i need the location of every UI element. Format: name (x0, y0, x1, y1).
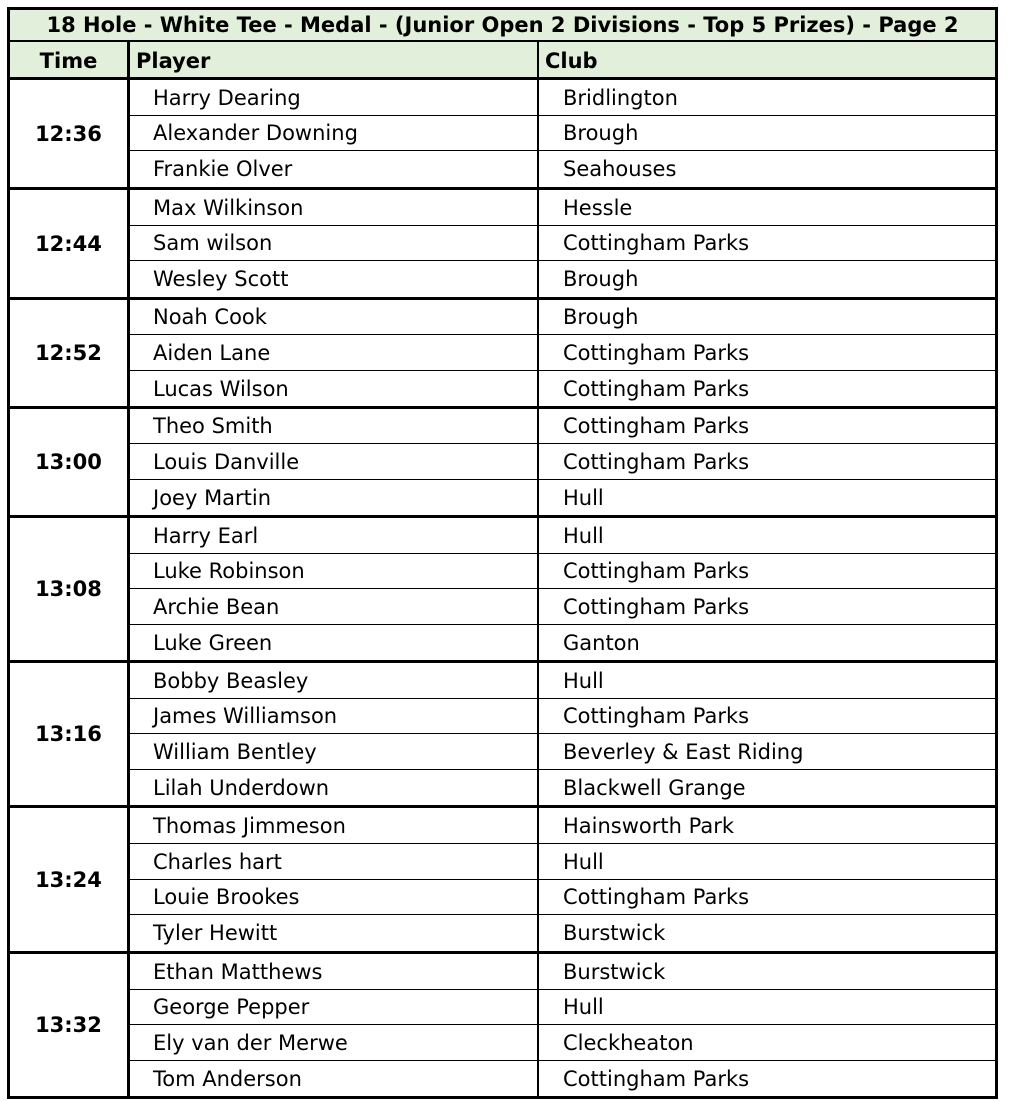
player-name: Lilah Underdown (130, 770, 539, 805)
player-club: Cottingham Parks (563, 414, 750, 438)
player-name: Max Wilkinson (130, 190, 539, 225)
player-club: Cottingham Parks (563, 340, 750, 365)
player-name: Frankie Olver (130, 151, 539, 187)
player-name: Wesley Scott (130, 261, 539, 297)
player-row (130, 480, 995, 515)
player-row (130, 300, 995, 335)
tee-time: 13:32 (10, 954, 130, 1096)
tee-group (7, 300, 998, 409)
player-name: Ethan Matthews (130, 954, 539, 989)
player-name: Alexander Downing (130, 116, 539, 150)
player-row (130, 335, 995, 371)
player-club: Cottingham Parks (563, 885, 750, 909)
player-row (130, 444, 995, 480)
player-club: Hull (563, 668, 604, 693)
player-row (130, 589, 995, 625)
player-name: Thomas Jimmeson (130, 808, 539, 843)
player-row (130, 954, 995, 990)
player-name: Harry Dearing (130, 80, 539, 115)
player-name: Aiden Lane (130, 335, 539, 370)
tee-time: 13:00 (10, 409, 130, 515)
player-row (130, 226, 995, 261)
player-club: Burstwick (563, 921, 666, 945)
tee-group (7, 663, 998, 808)
tee-time: 13:08 (10, 518, 130, 660)
player-name: Noah Cook (130, 300, 539, 334)
player-club: Cottingham Parks (563, 449, 750, 474)
player-club: Brough (563, 121, 639, 145)
player-row (130, 699, 995, 734)
player-name: Joey Martin (130, 480, 539, 515)
player-name: William Bentley (130, 734, 539, 769)
player-club: Hessle (563, 195, 633, 220)
player-club: Cottingham Parks (563, 594, 750, 619)
player-row (130, 663, 995, 699)
player-name: Tyler Hewitt (130, 915, 539, 951)
player-club: Cottingham Parks (563, 376, 750, 401)
player-name: Theo Smith (130, 409, 539, 443)
player-row (130, 844, 995, 880)
player-club: Seahouses (563, 157, 677, 181)
player-name: George Pepper (130, 990, 539, 1024)
player-name: Sam wilson (130, 226, 539, 260)
player-row (130, 990, 995, 1025)
player-name: Luke Green (130, 625, 539, 660)
player-row (130, 409, 995, 444)
player-name: Bobby Beasley (130, 663, 539, 698)
player-club: Hainsworth Park (563, 813, 735, 838)
player-club: Hull (563, 485, 604, 510)
player-row (130, 116, 995, 151)
player-row (130, 1061, 995, 1096)
player-club: Cleckheaton (563, 1030, 694, 1055)
tee-group (7, 80, 998, 190)
column-header-club: Club (539, 41, 998, 80)
player-club: Bridlington (563, 85, 678, 110)
tee-time: 13:24 (10, 808, 130, 951)
player-name: James Williamson (130, 699, 539, 733)
player-name: Louie Brookes (130, 880, 539, 914)
player-club: Ganton (563, 630, 640, 655)
player-name: Luke Robinson (130, 554, 539, 588)
column-header-player: Player (130, 41, 539, 80)
player-row (130, 880, 995, 915)
tee-time: 12:52 (10, 300, 130, 406)
player-club: Cottingham Parks (563, 559, 750, 583)
player-row (130, 734, 995, 770)
column-header-time: Time (7, 41, 130, 80)
tee-group (7, 409, 998, 518)
player-name: Archie Bean (130, 589, 539, 624)
player-name: Lucas Wilson (130, 371, 539, 406)
player-club: Hull (563, 523, 604, 548)
tee-time: 12:36 (10, 80, 130, 187)
player-row (130, 518, 995, 554)
sheet-title: 18 Hole - White Tee - Medal - (Junior Open 2 Divisions - Top 5 Prizes) - Page 2 (7, 7, 998, 41)
player-club: Beverley & East Riding (563, 739, 804, 764)
player-row (130, 915, 995, 951)
player-row (130, 808, 995, 844)
tee-group (7, 954, 998, 1099)
player-row (130, 1025, 995, 1061)
player-row (130, 261, 995, 297)
player-club: Cottingham Parks (563, 704, 750, 728)
player-club: Hull (563, 995, 604, 1019)
player-name: Harry Earl (130, 518, 539, 553)
player-name: Charles hart (130, 844, 539, 879)
player-club: Cottingham Parks (563, 1066, 750, 1091)
player-row (130, 554, 995, 589)
player-row (130, 625, 995, 660)
player-name: Louis Danville (130, 444, 539, 479)
tee-group (7, 518, 998, 663)
player-row (130, 371, 995, 406)
tee-group (7, 190, 998, 300)
tee-time: 13:16 (10, 663, 130, 805)
player-name: Ely van der Merwe (130, 1025, 539, 1060)
player-row (130, 151, 995, 187)
player-row (130, 190, 995, 226)
player-club: Blackwell Grange (563, 775, 746, 800)
player-club: Brough (563, 267, 639, 291)
tee-group (7, 808, 998, 954)
player-club: Burstwick (563, 959, 666, 984)
player-club: Cottingham Parks (563, 231, 750, 255)
tee-time: 12:44 (10, 190, 130, 297)
player-club: Brough (563, 305, 639, 329)
player-club: Hull (563, 849, 604, 874)
player-row (130, 80, 995, 116)
player-row (130, 770, 995, 805)
player-name: Tom Anderson (130, 1061, 539, 1096)
